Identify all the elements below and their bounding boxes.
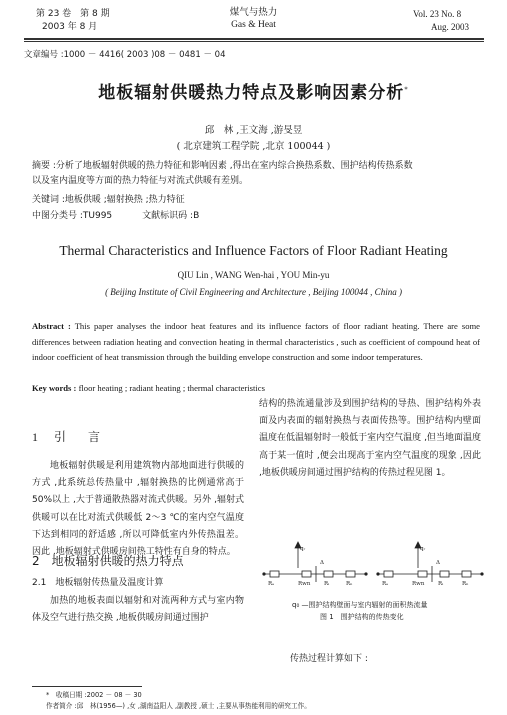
class-number: 中图分类号 :TU995: [32, 211, 113, 221]
section-1-paragraph: 地板辐射供暖是利用建筑物内部地面进行供暖的方式 ,此系统总传热量中 ,辐射换热的比例通常高于 50%以上 ,大于普通散热器对流式供暖。另外 ,辐射式供暖可以在比对流式供暖低 2～3 ℃的室内空气温度下达到相同的舒适感 ,所以可降低室内外传热温差。因此 ,地板辐射式供暖房间热工特性有自身的特点。: [32, 461, 244, 558]
right-column-paragraph-2: 传热过程计算如下 :: [290, 654, 368, 664]
abstract-cn: [32, 159, 480, 189]
header-volume-cn: 第 23 卷 第 8 期: [36, 9, 110, 19]
label-left-3: Rwn: [298, 581, 311, 587]
paper-title-en: Thermal Characteristics and Influence Factors of Floor Radiant Heating: [59, 243, 448, 258]
title-footnote-mark: *: [404, 85, 409, 94]
label-right-3: Rwn: [412, 581, 425, 587]
header-rule-thin: [24, 41, 484, 42]
footnote-author: 作者简介 :邱 林(1956—) ,女 ,湖南益阳人 ,副教授 ,硕士 ,主要从事热能利用的研究工作。: [46, 702, 311, 710]
affiliation-en: ( Beijing Institute of Civil Engineering and Architecture , Beijing 100044 , China ): [105, 287, 402, 297]
header-volume-en: Vol. 23 No. 8: [413, 9, 462, 19]
label-left-5: Rₙ: [346, 581, 353, 587]
abstract-en: [32, 319, 480, 366]
resistor-right-2: [418, 571, 427, 577]
footnote-received: * 收稿日期 :2002 － 08 － 30: [46, 691, 142, 699]
resistor-right-1: [384, 571, 393, 577]
label-left-4: Rᵢ: [324, 581, 330, 587]
figure-1-right-panel: [377, 542, 483, 582]
resistor-right-4: [462, 571, 471, 577]
abstract-en-label: Abstract :: [32, 321, 71, 331]
keywords-en-label: Key words :: [32, 383, 77, 393]
section-1-number: 1: [32, 430, 38, 444]
section-2-heading: 2 地板辐射供暖的热力特点: [32, 554, 184, 568]
resistor-left-1: [270, 571, 279, 577]
label-left-2: Rₑ: [268, 581, 275, 587]
footnote-rule: [32, 686, 142, 687]
abstract-en-text: This paper analyses the indoor heat features and its influence factors of floor radiant heating. There are some differences between radiation heating and convection heating in thermal characteristics , such as coefficient of compound heat of indoor coefficient of heat transmission through the building envelope construction and some indoor temperatures.: [32, 321, 480, 363]
section-1-heading: [32, 428, 100, 445]
keywords-en: [32, 383, 265, 393]
authors-cn: 邱 林 ,王文海 ,游旻昱: [204, 125, 303, 136]
label-right-0: qᵣ: [420, 546, 426, 552]
node-dot-left-a: [263, 573, 265, 575]
figure-1-left-labels: [268, 546, 353, 587]
header-rule: [24, 38, 484, 40]
header-volume-en-block: [413, 8, 469, 34]
figure-1-left-panel: [263, 542, 367, 582]
keywords-en-text: floor heating ; radiant heating ; thermal characteristics: [78, 383, 265, 393]
paper-title-cn-text: 地板辐射供暖热力特点及影响因素分析: [98, 83, 405, 103]
node-dot-right-a: [377, 573, 379, 575]
abstract-cn-line-2: 以及室内温度等方面的热力特征与对流式供暖有差别。: [32, 176, 249, 186]
journal-name-cn: 煤气与热力: [229, 7, 278, 18]
section-2-1-paragraph: 加热的地板表面以辐射和对流两种方式与室内物体及空气进行热交换 ,地板供暖房间通过围护: [32, 596, 244, 624]
section-2-1-heading: 2.1 地板辐射传热量及温度计算: [32, 578, 164, 588]
figure-1-note: q₀ —围护结构壁面与室内辐射的面积热流量: [292, 601, 428, 609]
article-number: 文章编号 :1000 － 4416( 2003 )08 － 0481 － 04: [24, 50, 226, 60]
paper-title-cn: [0, 78, 507, 103]
classification-line: [32, 208, 229, 221]
label-left-1: Δ: [320, 560, 324, 566]
label-left-0: qᵣ: [300, 546, 306, 552]
resistor-left-3: [324, 571, 333, 577]
resistor-right-3: [440, 571, 449, 577]
figure-1-caption: 图 1 围护结构的传热变化: [320, 613, 404, 621]
keywords-cn: 关键词 :地板供暖 ;辐射换热 ;热力特征: [32, 195, 185, 205]
header-date-cn: 2003 年 8 月: [42, 22, 98, 32]
node-dot-right-b: [481, 573, 483, 575]
figure-1-right-labels: [382, 546, 469, 587]
abstract-cn-line-1: 摘要 :分析了地板辐射供暖的热力特征和影响因素 ,得出在室内综合换热系数、围护结构传热系数: [32, 161, 413, 171]
label-right-4: Rᵢ: [438, 581, 444, 587]
label-right-1: Δ: [436, 560, 440, 566]
right-column-paragraph: 结构的热流通量涉及到围护结构的导热、围护结构外表面及内表面的辐射换热与表面传热等。围护结构内壁面温度在低温辐射时一般低于室内空气温度 ,但当地面温度高于某一值时 ,便会出现高于室内空气温度的现象 ,因此 ,地板供暖房间通过围护结构的传热过程见图 1。: [259, 399, 481, 478]
node-dot-left-b: [365, 573, 367, 575]
label-right-5: Rₙ: [462, 581, 469, 587]
label-right-2: Rₑ: [382, 581, 389, 587]
resistor-left-2: [302, 571, 311, 577]
section-1-title-a: 引: [54, 430, 67, 444]
resistor-left-4: [346, 571, 355, 577]
authors-en: QIU Lin , WANG Wen-hai , YOU Min-yu: [177, 270, 330, 280]
section-1-title-b: 言: [88, 430, 101, 444]
journal-name-en: Gas & Heat: [231, 20, 276, 30]
document-code: 文献标识码 :B: [142, 211, 200, 221]
header-date-en: Aug. 2003: [431, 22, 469, 32]
affiliation-cn: ( 北京建筑工程学院 ,北京 100044 ): [176, 141, 331, 152]
figure-1-diagram: [262, 538, 484, 596]
